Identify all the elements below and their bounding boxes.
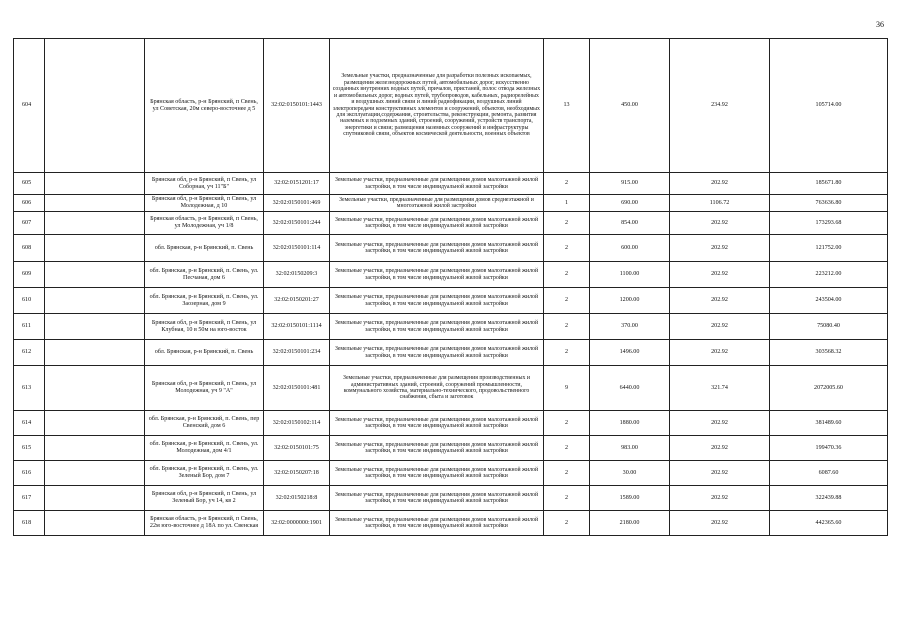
cadastral-value-cell: 2072005.60: [770, 366, 888, 411]
table-row: [14, 511, 888, 536]
empty-cell: [45, 511, 145, 536]
row-number-cell: 611: [14, 314, 45, 340]
land-use-purpose-cell: Земельные участки, предназначенные для размещения домов малоэтажной жилой застройки, в том числе индивидуальной жилой застройки: [330, 314, 544, 340]
address-cell: Брянская обл, р-н Брянский, п Свень, ул Соборная, уч 11"Б": [145, 173, 264, 195]
table-row: [14, 195, 888, 212]
cadastral-value-cell: 243504.00: [770, 288, 888, 314]
land-use-group-cell: 2: [544, 288, 590, 314]
specific-cadastral-value-cell: 202.92: [670, 436, 770, 461]
cadastral-number-cell: 32:02:0150101:469: [264, 195, 330, 212]
table-row: [14, 340, 888, 366]
row-number-cell: 616: [14, 461, 45, 486]
land-use-purpose-cell: Земельные участки, предназначенные для размещения домов среднеэтажной и многоэтажной жилой застройки: [330, 195, 544, 212]
cadastral-number-cell: 32:02:0150101:1114: [264, 314, 330, 340]
land-use-group-cell: 2: [544, 173, 590, 195]
cadastral-value-cell: 173293.68: [770, 212, 888, 235]
area-cell: 6440.00: [590, 366, 670, 411]
empty-cell: [45, 288, 145, 314]
cadastral-value-cell: 442365.60: [770, 511, 888, 536]
cadastral-value-cell: 185671.80: [770, 173, 888, 195]
empty-cell: [45, 366, 145, 411]
specific-cadastral-value-cell: 202.92: [670, 235, 770, 262]
specific-cadastral-value-cell: 202.92: [670, 411, 770, 436]
row-number-cell: 614: [14, 411, 45, 436]
area-cell: 1589.00: [590, 486, 670, 511]
land-use-group-cell: 2: [544, 314, 590, 340]
address-cell: Брянская область, р-н Брянский, п Свень, 22м юго-восточнее д 18А по ул. Свенская: [145, 511, 264, 536]
area-cell: 30.00: [590, 461, 670, 486]
cadastral-number-cell: 32:02:0000000:1901: [264, 511, 330, 536]
land-use-group-cell: 2: [544, 340, 590, 366]
empty-cell: [45, 436, 145, 461]
row-number-cell: 610: [14, 288, 45, 314]
row-number-cell: 612: [14, 340, 45, 366]
table-row: [14, 461, 888, 486]
cadastral-value-cell: 75080.40: [770, 314, 888, 340]
cadastral-value-cell: 763636.80: [770, 195, 888, 212]
cadastral-value-cell: 223212.00: [770, 262, 888, 288]
land-use-group-cell: 1: [544, 195, 590, 212]
table-row: [14, 436, 888, 461]
table-row: [14, 173, 888, 195]
table-row: [14, 235, 888, 262]
land-use-purpose-cell: Земельные участки, предназначенные для размещения домов малоэтажной жилой застройки, в том числе индивидуальной жилой застройки: [330, 235, 544, 262]
land-use-group-cell: 2: [544, 461, 590, 486]
specific-cadastral-value-cell: 234.92: [670, 39, 770, 173]
empty-cell: [45, 340, 145, 366]
row-number-cell: 605: [14, 173, 45, 195]
table-row: [14, 366, 888, 411]
specific-cadastral-value-cell: 202.92: [670, 173, 770, 195]
area-cell: 370.00: [590, 314, 670, 340]
land-use-group-cell: 2: [544, 436, 590, 461]
address-cell: обл. Брянская, р-н Брянский, п. Свень: [145, 340, 264, 366]
land-use-group-cell: 2: [544, 212, 590, 235]
cadastral-value-cell: 121752.00: [770, 235, 888, 262]
table-row: [14, 411, 888, 436]
area-cell: 854.00: [590, 212, 670, 235]
land-use-purpose-cell: Земельные участки, предназначенные для размещения домов малоэтажной жилой застройки, в том числе индивидуальной жилой застройки: [330, 288, 544, 314]
land-use-group-cell: 2: [544, 262, 590, 288]
row-number-cell: 607: [14, 212, 45, 235]
cadastral-number-cell: 32:02:0150207:18: [264, 461, 330, 486]
address-cell: обл. Брянская, р-н Брянский, п. Свень, ул. Песчаная, дом 6: [145, 262, 264, 288]
table-row: [14, 262, 888, 288]
row-number-cell: 606: [14, 195, 45, 212]
area-cell: 450.00: [590, 39, 670, 173]
address-cell: Брянская обл, р-н Брянский, п Свень, ул Клубная, 10 в 50м на юго-восток: [145, 314, 264, 340]
table-row: [14, 39, 888, 173]
row-number-cell: 608: [14, 235, 45, 262]
address-cell: Брянская обл, р-н Брянский, п Свень, ул Молодежная, д 10: [145, 195, 264, 212]
cadastral-value-cell: 6087.60: [770, 461, 888, 486]
area-cell: 1880.00: [590, 411, 670, 436]
page-number: 36: [876, 20, 884, 29]
empty-cell: [45, 262, 145, 288]
land-use-purpose-cell: Земельные участки, предназначенные для размещения производственных и административных зданий, строений, сооружений промышленности, коммунального хозяйства, материально-технического, продовольственного снабжения, сбыта и заготовок: [330, 366, 544, 411]
land-use-group-cell: 2: [544, 511, 590, 536]
land-use-purpose-cell: Земельные участки, предназначенные для размещения домов малоэтажной жилой застройки, в том числе индивидуальной жилой застройки: [330, 212, 544, 235]
table-body: [14, 39, 888, 536]
address-cell: обл. Брянская, р-н Брянский, п. Свень, пер Свенский, дом 6: [145, 411, 264, 436]
address-cell: Брянская обл, р-н Брянский, п Свень, ул Зеленый Бор, уч 14, кв 2: [145, 486, 264, 511]
specific-cadastral-value-cell: 202.92: [670, 212, 770, 235]
table-row: [14, 288, 888, 314]
empty-cell: [45, 461, 145, 486]
empty-cell: [45, 195, 145, 212]
area-cell: 600.00: [590, 235, 670, 262]
cadastral-value-cell: 381489.60: [770, 411, 888, 436]
area-cell: 983.00: [590, 436, 670, 461]
cadastral-number-cell: 32:02:0150201:27: [264, 288, 330, 314]
cadastral-value-cell: 303568.32: [770, 340, 888, 366]
cadastral-number-cell: 32:02:0150101:234: [264, 340, 330, 366]
specific-cadastral-value-cell: 202.92: [670, 340, 770, 366]
table-row: [14, 314, 888, 340]
address-cell: Брянская область, р-н Брянский, п Свень, ул Советская, 20м северо-восточнее д 5: [145, 39, 264, 173]
row-number-cell: 618: [14, 511, 45, 536]
specific-cadastral-value-cell: 1106.72: [670, 195, 770, 212]
cadastral-number-cell: 32:02:0150218:8: [264, 486, 330, 511]
cadastral-number-cell: 32:02:0150101:75: [264, 436, 330, 461]
empty-cell: [45, 486, 145, 511]
cadastral-number-cell: 32:02:0150209:3: [264, 262, 330, 288]
cadastral-number-cell: 32:02:0150102:114: [264, 411, 330, 436]
cadastral-number-cell: 32:02:0150101:481: [264, 366, 330, 411]
land-use-group-cell: 2: [544, 235, 590, 262]
address-cell: обл. Брянская, р-н Брянский, п. Свень: [145, 235, 264, 262]
address-cell: обл. Брянская, р-н Брянский, п. Свень, ул. Зеленый Бор, дом 7: [145, 461, 264, 486]
area-cell: 1200.00: [590, 288, 670, 314]
land-use-purpose-cell: Земельные участки, предназначенные для размещения домов малоэтажной жилой застройки, в том числе индивидуальной жилой застройки: [330, 173, 544, 195]
empty-cell: [45, 411, 145, 436]
address-cell: обл. Брянская, р-н Брянский, п. Свень, ул. Заозерная, дом 9: [145, 288, 264, 314]
empty-cell: [45, 314, 145, 340]
table-row: [14, 486, 888, 511]
land-use-purpose-cell: Земельные участки, предназначенные для размещения домов малоэтажной жилой застройки, в том числе индивидуальной жилой застройки: [330, 340, 544, 366]
land-use-group-cell: 2: [544, 411, 590, 436]
land-use-group-cell: 2: [544, 486, 590, 511]
specific-cadastral-value-cell: 202.92: [670, 511, 770, 536]
land-use-purpose-cell: Земельные участки, предназначенные для размещения домов малоэтажной жилой застройки, в том числе индивидуальной жилой застройки: [330, 486, 544, 511]
cadastral-value-cell: 322439.88: [770, 486, 888, 511]
table-row: [14, 212, 888, 235]
specific-cadastral-value-cell: 202.92: [670, 288, 770, 314]
land-use-group-cell: 9: [544, 366, 590, 411]
specific-cadastral-value-cell: 202.92: [670, 262, 770, 288]
row-number-cell: 615: [14, 436, 45, 461]
area-cell: 1496.00: [590, 340, 670, 366]
empty-cell: [45, 235, 145, 262]
row-number-cell: 604: [14, 39, 45, 173]
land-use-purpose-cell: Земельные участки, предназначенные для размещения домов малоэтажной жилой застройки, в том числе индивидуальной жилой застройки: [330, 461, 544, 486]
specific-cadastral-value-cell: 202.92: [670, 461, 770, 486]
land-registry-table: [13, 38, 888, 536]
land-use-purpose-cell: Земельные участки, предназначенные для размещения домов малоэтажной жилой застройки, в том числе индивидуальной жилой застройки: [330, 436, 544, 461]
land-use-purpose-cell: Земельные участки, предназначенные для размещения домов малоэтажной жилой застройки, в том числе индивидуальной жилой застройки: [330, 262, 544, 288]
address-cell: обл. Брянская, р-н Брянский, п. Свень, ул. Молодежная, дом 4/1: [145, 436, 264, 461]
specific-cadastral-value-cell: 202.92: [670, 314, 770, 340]
area-cell: 915.00: [590, 173, 670, 195]
area-cell: 690.00: [590, 195, 670, 212]
specific-cadastral-value-cell: 321.74: [670, 366, 770, 411]
area-cell: 1100.00: [590, 262, 670, 288]
cadastral-number-cell: 32:02:0151201:17: [264, 173, 330, 195]
address-cell: Брянская область, р-н Брянский, п Свень, ул Молодежная, уч 1/8: [145, 212, 264, 235]
cadastral-number-cell: 32:02:0150101:244: [264, 212, 330, 235]
cadastral-value-cell: 199470.36: [770, 436, 888, 461]
empty-cell: [45, 39, 145, 173]
address-cell: Брянская обл, р-н Брянский, п Свень, ул Молодежная, уч 9 "А": [145, 366, 264, 411]
land-use-purpose-cell: Земельные участки, предназначенные для размещения домов малоэтажной жилой застройки, в том числе индивидуальной жилой застройки: [330, 411, 544, 436]
row-number-cell: 609: [14, 262, 45, 288]
cadastral-number-cell: 32:02:0150101:1443: [264, 39, 330, 173]
empty-cell: [45, 173, 145, 195]
land-use-purpose-cell: Земельные участки, предназначенные для размещения домов малоэтажной жилой застройки, в том числе индивидуальной жилой застройки: [330, 511, 544, 536]
area-cell: 2180.00: [590, 511, 670, 536]
specific-cadastral-value-cell: 202.92: [670, 486, 770, 511]
empty-cell: [45, 212, 145, 235]
row-number-cell: 613: [14, 366, 45, 411]
cadastral-number-cell: 32:02:0150101:114: [264, 235, 330, 262]
land-use-purpose-cell: Земельные участки, предназначенные для разработки полезных ископаемых, размещения железнодорожных путей, автомобильных дорог, искусственно созданных внутренних водных путей, причалов, пристаней, полос отвода железных и автомобильных дорог, водных путей, трубопроводов, кабельных, радиорелейных и воздушных линий связи и линий радиофикации, воздушных линий электропередачи конструктивных элементов и сооружений, объектов, необходимых для эксплуатации,содержания, строительства, реконструкции, ремонта, развития наземных и подземных зданий, строений, сооружений, устройств транспорта, энергетики и связи; размещения наземных сооружений и инфраструктуры спутниковой связи, объектов космической деятельности, военных объектов: [330, 39, 544, 173]
cadastral-value-cell: 105714.00: [770, 39, 888, 173]
land-use-group-cell: 13: [544, 39, 590, 173]
row-number-cell: 617: [14, 486, 45, 511]
